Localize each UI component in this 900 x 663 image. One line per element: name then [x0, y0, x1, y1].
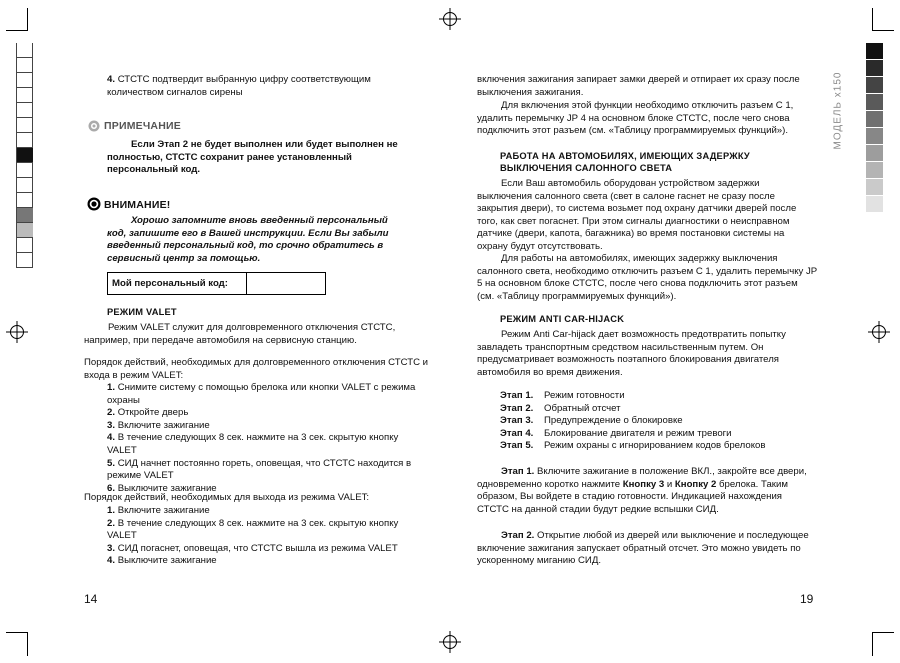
- registration-mark-icon: [6, 321, 28, 343]
- crop-mark: [872, 632, 873, 656]
- warning-text: Хорошо запомните вновь введенный персональный код, запишите его в Вашей инструкции. Если Вы забыли введенный персональный код, то срочно обратитесь в сервисный центр за помощью.: [107, 215, 389, 264]
- list-item: 3. СИД погаснет, оповещая, что СТСТС вышла из режима VALET: [107, 542, 398, 554]
- note-title: ПРИМЕЧАНИЕ: [104, 120, 181, 132]
- note-icon: [88, 119, 100, 131]
- left-color-strip: [16, 43, 33, 268]
- valet-title: РЕЖИМ VALET: [107, 307, 177, 317]
- personal-code-field: [247, 273, 326, 295]
- list-item: Этап 5. Режим охраны с игнорированием кодов брелоков: [500, 440, 766, 452]
- right-paragraph-2: Для включения этой функции необходимо отключить разъем С 1, удалить перемычку JP 4 на основном блоке СТСТС, после чего снова подключить этот разъем (см. «Таблицу программируемых функций»).: [477, 100, 794, 137]
- stage-2-description: Этап 2. Открытие любой из дверей или выключение и последующее включение зажигания запускает обратный отсчет. Это можно увидеть по ускоренному миганию СИД.: [477, 530, 809, 567]
- list-item: 1. Включите зажигание: [107, 505, 210, 516]
- list-item: Этап 3. Предупреждение о блокировке: [500, 415, 683, 427]
- registration-mark-icon: [439, 8, 461, 30]
- list-item: 6. Выключите зажигание: [107, 482, 217, 494]
- delay-title: РАБОТА НА АВТОМОБИЛЯХ, ИМЕЮЩИХ ЗАДЕРЖКУ ВЫКЛЮЧЕНИЯ САЛОННОГО СВЕТА: [500, 151, 750, 173]
- crop-mark: [872, 632, 894, 633]
- list-item: Этап 2. Обратный отсчет: [500, 402, 621, 414]
- exit-intro: Порядок действий, необходимых для выхода из режима VALET:: [84, 492, 370, 503]
- page-number-left: 14: [84, 592, 98, 606]
- right-paragraph-1: включения зажигания запирает замки дверей и отпирает их сразу после выключения зажигания.: [477, 74, 800, 98]
- personal-code-label: Мой персональный код:: [108, 273, 247, 295]
- right-paragraph-4: Для работы на автомобилях, имеющих задержку выключения салонного света, необходимо отключить разъем С 1, удалить перемычку JP 5 на основном блоке СТСТС, после чего снова подключить этот разъем (см. «Таблицу программируемых функций»).: [477, 253, 817, 302]
- crop-mark: [27, 8, 28, 30]
- list-item: 2. Откройте дверь: [107, 407, 189, 419]
- list-item: 5. СИД начнет постоянно гореть, оповещая, что СТСТС находится в режиме VALET: [107, 457, 412, 482]
- crop-mark: [872, 30, 894, 31]
- enter-steps-list: [107, 382, 427, 495]
- right-paragraph-3: Если Ваш автомобиль оборудован устройством задержки выключения салонного света (свет в салоне гаснет не сразу после закрытия двери), то система возьмет под охрану датчики дверей после того, как свет погаснет. При этом сигналы диагностики о неисправном датчике (двери, капота, багажника) во время постановки системы на охрану будут отсутствовать.: [477, 178, 797, 252]
- personal-code-table: [107, 272, 326, 295]
- list-item: 4. В течение следующих 8 сек. нажмите на 3 сек. скрытую кнопку VALET: [107, 432, 399, 456]
- page-number-right: 19: [800, 592, 814, 606]
- side-model-label: МОДЕЛЬ x150: [832, 71, 844, 150]
- valet-intro: Режим VALET служит для долговременного отключения СТСТС, например, при передаче автомобиля на сервисную станцию.: [84, 322, 396, 346]
- list-item: 3. Включите зажигание: [107, 419, 210, 431]
- right-paragraph-5: Режим Anti Car-hijack дает возможность предотвратить попытку завладеть транспортным средством насильственным путем. Он предусматривает возможность поэтапного блокирования двигателя автомобиля во время движения.: [477, 329, 786, 378]
- right-grayscale-strip: [866, 43, 883, 213]
- list-item: 4. Выключите зажигание: [107, 555, 217, 567]
- warning-title: ВНИМАНИЕ!: [104, 199, 171, 211]
- warning-icon: [87, 197, 101, 211]
- crop-mark: [6, 30, 28, 31]
- crop-mark: [27, 632, 28, 656]
- hijack-title: РЕЖИМ ANTI CAR-HIJACK: [500, 314, 625, 324]
- registration-mark-icon: [439, 631, 461, 653]
- registration-mark-icon: [868, 321, 890, 343]
- list-item: Этап 4. Блокирование двигателя и режим тревоги: [500, 427, 732, 439]
- exit-steps-list: [107, 505, 427, 568]
- item-4: 4. СТСТС подтвердит выбранную цифру соответствующим количеством сигналов сирены: [107, 74, 371, 98]
- crop-mark: [6, 632, 28, 633]
- note-text: Если Этап 2 не будет выполнен или будет выполнен не полностью, СТСТС сохранит ранее установленный персональный код.: [107, 139, 398, 176]
- crop-mark: [872, 8, 873, 30]
- enter-intro: Порядок действий, необходимых для долговременного отключения СТСТС и входа в режим VALET:: [84, 357, 429, 381]
- list-item: 2. В течение следующих 8 сек. нажмите на 3 сек. скрытую кнопку VALET: [107, 517, 399, 542]
- stages-list: [500, 390, 820, 453]
- list-item: 1. Снимите систему с помощью брелока или кнопки VALET с режима охраны: [107, 382, 416, 406]
- list-item: Этап 1. Режим готовности: [500, 390, 625, 401]
- stage-1-description: Этап 1. Включите зажигание в положение ВКЛ., закройте все двери, одновременно коротко нажмите Кнопку 3 и Кнопку 2 брелока. Таким образом, Вы войдете в стадию готовности. Индикацией нахождения СТСТС на данной стадии будут редкие вспышки СИД.: [477, 466, 807, 515]
